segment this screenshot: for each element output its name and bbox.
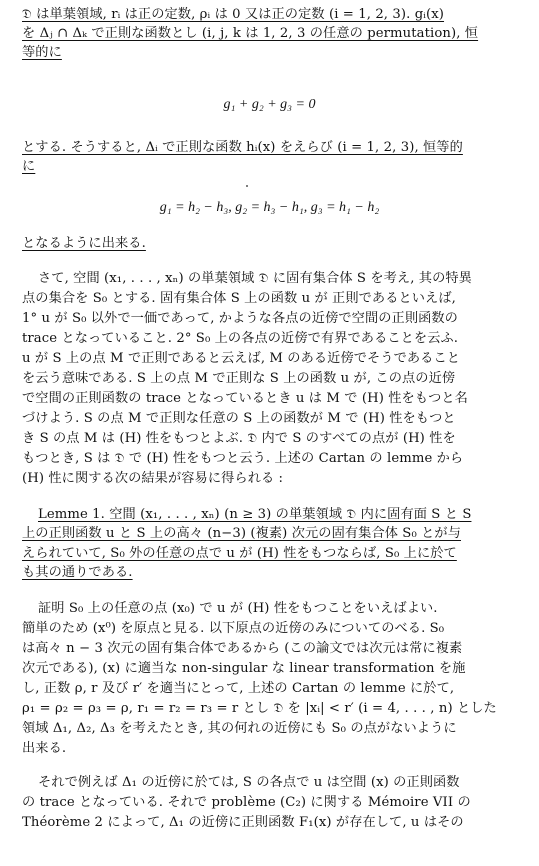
text-line-31: の trace となっている. それで problème (C₂) に関する Mémoire VII の <box>22 795 471 810</box>
text-line-32: Théorème 2 によって, Δ₁ の近傍に正則函数 F₁(x) が存在して, u はその <box>22 815 464 830</box>
lemma-line-4: も其の通りである. <box>22 565 133 580</box>
proof-line-3: は高々 n − 3 次元の固有集合体であるから (この論文では次元は常に複素 <box>22 641 463 656</box>
proof-line-4: 次元である), (x) に適当な non-singular な linear transformation を施 <box>22 661 466 676</box>
proof-line-6: ρ₁ = ρ₂ = ρ₃ = ρ, r₁ = r₂ = r₃ = r とし 𝔇 を |xᵢ| < r′ (i = 4, . . . , n) とした <box>22 701 497 716</box>
text-line-10: trace となっていること. 2° S₀ 上の各点の近傍で有界であることを云ふ. <box>22 331 459 346</box>
proof-line-7: 領域 Δ₁, Δ₂, Δ₃ を考えたとき, 其の何れの近傍にも S₀ の点がないように <box>22 721 457 736</box>
equation-sum-zero: g₁ + g₂ + g₃ = 0 <box>223 97 316 112</box>
text-line-17: (H) 性に関する次の結果が容易に得られる : <box>22 471 284 486</box>
text-line-13: で空間の正則函数の trace となっているとき u は M で (H) 性をもつと名 <box>22 391 468 406</box>
text-line-9: 1° u が S₀ 以外で一価であって, かような各点の近傍で空間の正則函数の <box>22 311 458 326</box>
proof-line-5: し, 正数 ρ, r 及び r′ を適当にとって, 上述の Cartan の lemme に於て, <box>22 681 455 696</box>
equation-cousin-decomposition: g₁ = h₂ − h₃, g₂ = h₃ − h₁, g₃ = h₁ − h₂ <box>159 200 380 215</box>
text-line-12: を云う意味である. S 上の点 M で正則な S 上の函数 u が, この点の近傍 <box>22 371 456 386</box>
stray-dot <box>246 185 248 187</box>
text-line-11: u が S 上の点 M で正則であると云えば, M のある近傍でそうであること <box>22 351 461 366</box>
text-line-2: を Δⱼ ∩ Δₖ で正則な函数とし (i, j, k は 1, 2, 3 の任意の permutation), 恒 <box>22 26 479 41</box>
text-line-5: に <box>22 159 36 174</box>
text-line-8: 点の集合を S₀ とする. 固有集合体 S 上の函数 u が 正則であるといえば, <box>22 291 456 306</box>
text-line-15: き S の点 M は (H) 性をもつとよぶ. 𝔇 内で S のすべての点が (H) 性を <box>22 431 456 446</box>
text-line-16: もつとき, S は 𝔇 で (H) 性をもつと云う. 上述の Cartan の lemme から <box>22 451 464 466</box>
text-line-4: とする. そうすると, Δᵢ で正則な函数 hᵢ(x) をえらび (i = 1, 2, 3), 恒等的 <box>22 140 463 155</box>
lemma-line-1: Lemme 1. 空間 (x₁, . . . , xₙ) (n ≥ 3) の単葉領域 𝔇 内に固有面 S と S <box>38 507 472 522</box>
proof-line-1: 証明 S₀ 上の任意の点 (x₀) で u が (H) 性をもつことをいえばよい. <box>38 601 438 616</box>
text-line-30: それで例えば Δ₁ の近傍に於ては, S の各点で u は空間 (x) の正則函数 <box>38 775 460 790</box>
text-line-6: となるように出来る. <box>22 236 146 251</box>
lemma-line-3: えられていて, S₀ 外の任意の点で u が (H) 性をもつならば, S₀ 上に於て <box>22 546 457 561</box>
text-line-7: さて, 空間 (x₁, . . . , xₙ) の単葉領域 𝔇 に固有集合体 S を考え, 其の特異 <box>38 271 472 286</box>
proof-line-2: 簡単のため (x⁰) を原点と見る. 以下原点の近傍のみについてのべる. S₀ <box>22 621 445 636</box>
text-line-3: 等的に <box>22 45 62 60</box>
text-line-1: 𝔇 は単葉領域, rᵢ は正の定数, ρᵢ は 0 又は正の定数 (i = 1, 2, 3). gᵢ(x) <box>22 7 445 22</box>
lemma-line-2: 上の正則函数 u と S 上の高々 (n−3) (複素) 次元の固有集合体 S₀ とが与 <box>22 526 461 541</box>
proof-line-8: 出来る. <box>22 741 67 756</box>
text-line-14: づけよう. S の点 M で正則な任意の S 上の函数が M で (H) 性をもつと <box>22 411 456 426</box>
